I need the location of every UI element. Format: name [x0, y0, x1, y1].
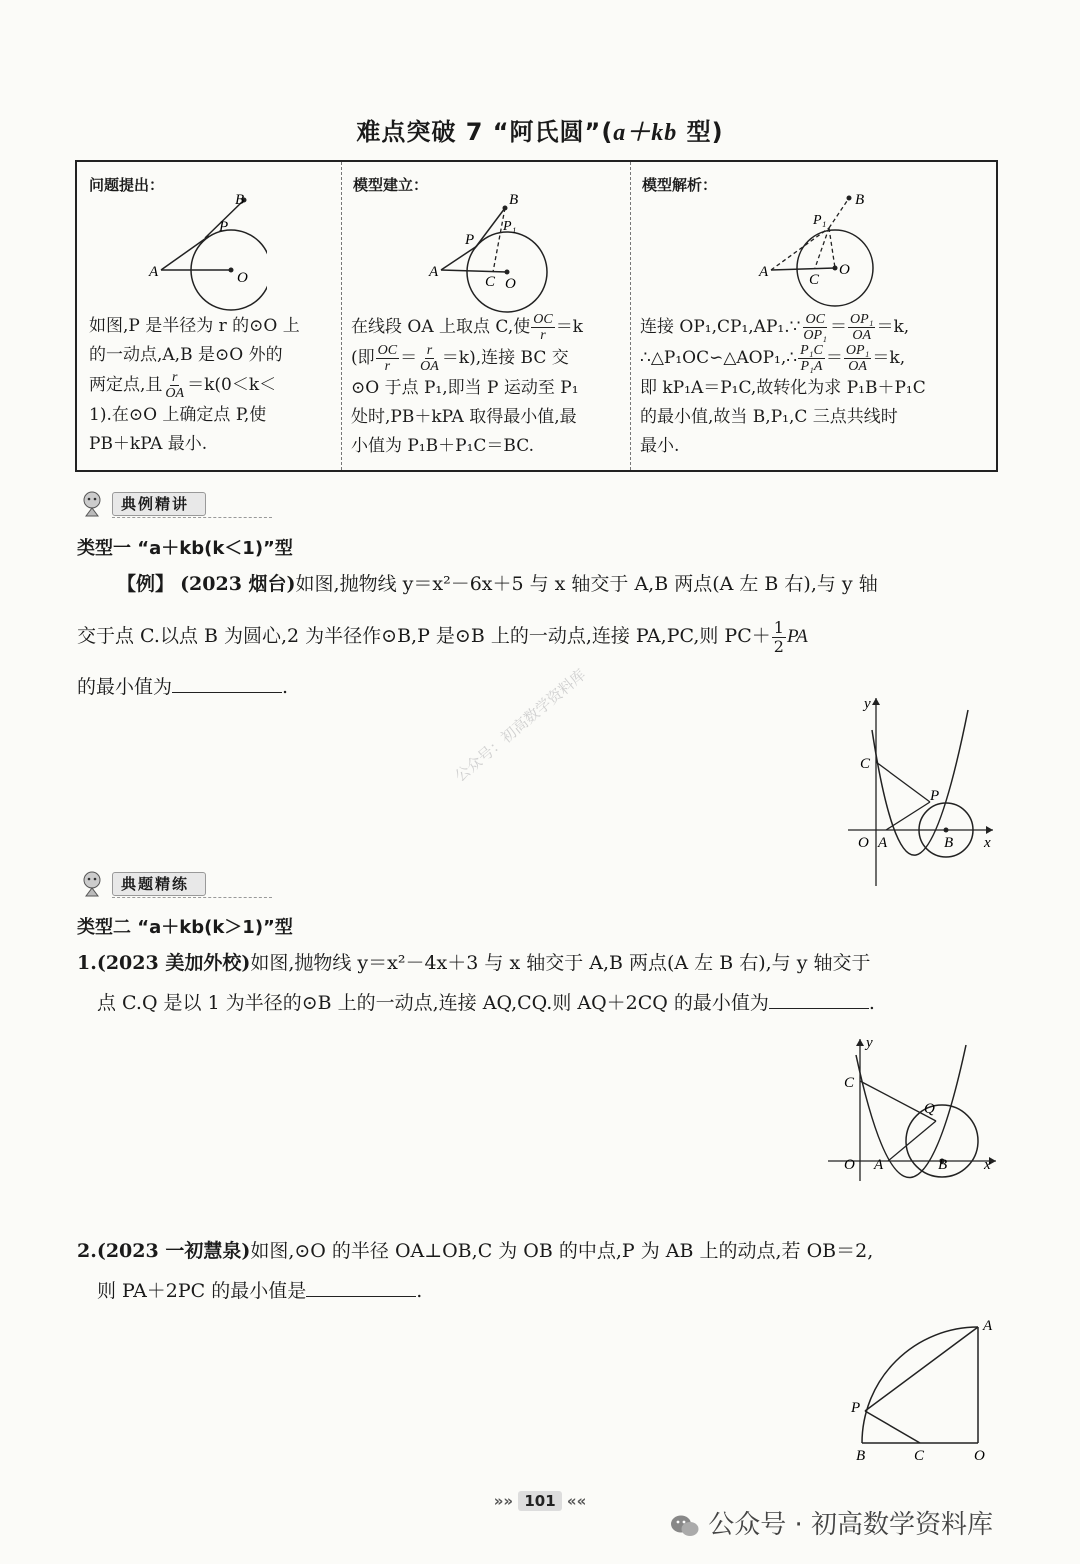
mascot-icon	[76, 488, 110, 518]
label-P1: P₁	[503, 219, 517, 234]
text-line	[89, 370, 337, 401]
wechat-icon	[670, 1513, 700, 1539]
question-number: 1.	[77, 952, 97, 974]
label-A: A	[983, 1318, 993, 1334]
figure-model	[427, 188, 557, 318]
text-span: ＝	[825, 348, 843, 368]
text-span: ＝k(0＜k＜	[187, 375, 277, 395]
label-B: B	[855, 192, 865, 208]
figure-q2-quarter-circle	[846, 1316, 996, 1466]
label-A: A	[759, 264, 769, 280]
text-span: 两定点,且	[89, 375, 163, 395]
text-span: 交于点 C.以点 B 为圆心,2 为半径作⊙B,P 是⊙B 上的一动点,连接 PA,PC,则 PC＋	[77, 625, 771, 647]
fraction-numerator: 1	[773, 617, 784, 637]
text-span: ＝k,	[872, 348, 906, 368]
section-banner-exercises	[76, 868, 276, 898]
fraction	[418, 343, 441, 374]
text-line: PB＋kPA 最小.	[89, 434, 208, 454]
arrows-right: ««	[566, 1492, 587, 1510]
fraction-numerator: r	[426, 343, 433, 358]
title-prefix: 难点突破 7 “阿氏圆”(	[356, 118, 614, 146]
text-span: PA	[786, 626, 808, 647]
label-C: C	[914, 1448, 925, 1464]
example-tag: 【例】	[117, 573, 175, 595]
text-line: 的最小值,故当 B,P₁,C 三点共线时	[640, 407, 898, 427]
text-line	[351, 343, 627, 374]
label-Q: Q	[924, 1101, 935, 1117]
title-suffix: 型)	[677, 118, 724, 146]
label-P: P	[219, 219, 229, 235]
text-line	[77, 1231, 1002, 1271]
section-label: 典例精讲	[112, 492, 206, 516]
question-1	[77, 943, 1002, 1023]
label-P1: P₁	[813, 213, 827, 228]
text-line	[640, 312, 996, 343]
example-source: (2023 烟台)	[180, 573, 296, 595]
label-B: B	[938, 1157, 948, 1173]
text-span: .	[416, 1280, 423, 1302]
label-A: A	[429, 264, 439, 280]
mascot-icon	[76, 868, 110, 898]
text-span: .	[282, 676, 289, 698]
label-B: B	[235, 192, 245, 208]
label-B: B	[509, 192, 519, 208]
label-P: P	[851, 1400, 861, 1416]
text-span: ∴△P₁OC∽△AOP₁,∴	[640, 348, 798, 368]
fraction-numerator: OP₁	[849, 312, 874, 327]
text-span: ＝k),连接 BC 交	[441, 348, 569, 368]
label-P: P	[465, 232, 475, 248]
fraction-denominator: 2	[773, 636, 784, 656]
answer-blank[interactable]	[769, 988, 869, 1009]
axis-label-x: x	[984, 1157, 991, 1173]
label-P: P	[930, 788, 940, 804]
answer-blank[interactable]	[306, 1276, 416, 1297]
figure-problem	[147, 188, 267, 318]
text-span: 如图,抛物线 y＝x²－6x＋5 与 x 轴交于 A,B 两点(A 左 B 右),与 y 轴	[295, 573, 878, 595]
text-span: 点 C.Q 是以 1 为半径的⊙B 上的一动点,连接 AQ,CQ.则 AQ＋2CQ 的最小值为	[97, 992, 769, 1014]
text-span: 如图,抛物线 y＝x²－4x＋3 与 x 轴交于 A,B 两点(A 左 B 右),与 y 轴交于	[250, 952, 871, 974]
fraction	[844, 343, 872, 374]
fraction	[531, 312, 554, 343]
label-C: C	[809, 272, 820, 288]
page-number	[470, 1492, 610, 1510]
divider	[112, 517, 272, 518]
faint-watermark: 公众号：初高数学资料库	[451, 665, 590, 786]
fraction	[772, 619, 786, 656]
fraction	[798, 343, 825, 374]
text-line	[77, 564, 1002, 604]
page-number-value: 101	[518, 1491, 561, 1511]
model-box	[75, 160, 998, 472]
fraction	[376, 343, 399, 374]
text-line	[77, 1271, 1002, 1311]
column-divider	[630, 162, 631, 470]
fraction-denominator: OA	[165, 386, 185, 401]
text-span: 的最小值为	[77, 676, 173, 698]
text-span: 如图,⊙O 的半径 OA⊥OB,C 为 OB 的中点,P 为 AB 上的动点,若 OB＝2,	[250, 1240, 874, 1262]
label-A: A	[149, 264, 159, 280]
fraction-numerator: OC	[377, 343, 398, 358]
fraction-numerator: P₁C	[800, 343, 823, 358]
text-span: ＝k	[555, 317, 583, 337]
text-span: ＝	[400, 348, 418, 368]
text-span: 则 PA＋2PC 的最小值是	[97, 1280, 307, 1302]
figure-analysis	[755, 188, 885, 308]
fraction-denominator: OA	[852, 328, 872, 343]
text-line	[640, 343, 996, 374]
text-span: 连接 OP₁,CP₁,AP₁.∵	[640, 317, 801, 337]
text-line: 1).在⊙O 上确定点 P,使	[89, 405, 267, 425]
section-label: 典题精练	[112, 872, 206, 896]
text-span: ＝k,	[876, 317, 910, 337]
fraction-denominator: OP₁	[803, 328, 827, 343]
type1-heading: 类型一 “a＋kb(k＜1)”型	[77, 538, 293, 559]
example-block	[77, 564, 1002, 707]
text-line	[77, 616, 1002, 657]
text-line	[77, 983, 1002, 1023]
text-span: 在线段 OA 上取点 C,使	[351, 317, 531, 337]
axis-label-x: x	[984, 835, 991, 851]
column-divider	[341, 162, 342, 470]
fraction	[848, 312, 876, 343]
col1-text	[89, 312, 337, 459]
text-line: 即 kP₁A＝P₁C,故转化为求 P₁B＋P₁C	[640, 378, 926, 398]
text-span: (即	[351, 348, 375, 368]
section-banner-examples	[76, 488, 276, 518]
axis-label-y: y	[866, 1035, 873, 1051]
question-number: 2.	[77, 1240, 97, 1262]
text-line: 如图,P 是半径为 r 的⊙O 上	[89, 316, 300, 336]
question-source: (2023 一初慧泉)	[96, 1240, 251, 1262]
fraction-numerator: OC	[533, 312, 553, 327]
fraction-denominator: OA	[420, 359, 439, 374]
label-A: A	[878, 835, 888, 851]
axis-label-y: y	[864, 696, 871, 712]
fraction-numerator: OC	[805, 312, 825, 327]
fraction-denominator: r	[384, 359, 391, 374]
answer-blank[interactable]	[172, 672, 282, 693]
type2-heading: 类型二 “a＋kb(k＞1)”型	[77, 917, 293, 938]
question-2	[77, 1231, 1002, 1311]
watermark-text: 公众号 · 初高数学资料库	[708, 1510, 994, 1540]
text-line: 处时,PB＋kPA 取得最小值,最	[351, 407, 577, 427]
text-span: .	[868, 992, 875, 1014]
col1-heading: 问题提出：	[89, 176, 165, 194]
col2-text	[351, 312, 627, 461]
col3-heading: 模型解析：	[642, 176, 718, 194]
label-C: C	[485, 274, 496, 290]
label-B: B	[856, 1448, 866, 1464]
label-O: O	[839, 262, 850, 278]
divider	[112, 897, 272, 898]
label-A: A	[874, 1157, 884, 1173]
label-C: C	[860, 756, 871, 772]
fraction-numerator: OP₁	[845, 343, 870, 358]
label-O: O	[844, 1157, 855, 1173]
label-B: B	[944, 835, 954, 851]
text-line	[351, 312, 627, 343]
text-line: 的一动点,A,B 是⊙O 外的	[89, 345, 283, 365]
text-line: 小值为 P₁B＋P₁C＝BC.	[351, 436, 535, 456]
fraction-denominator: OA	[848, 359, 867, 374]
label-O: O	[237, 270, 248, 286]
label-O: O	[505, 276, 516, 292]
fraction-denominator: r	[540, 328, 546, 343]
title-expr: a＋kb	[613, 120, 678, 146]
figure-q1-parabola	[826, 1035, 998, 1183]
figure-example-parabola	[838, 690, 998, 890]
fraction	[163, 370, 186, 401]
fraction-denominator: P₁A	[800, 359, 823, 374]
fraction-numerator: r	[172, 370, 178, 385]
text-span: ＝	[829, 317, 847, 337]
label-O: O	[974, 1448, 985, 1464]
page-title	[0, 112, 1080, 147]
text-line: ⊙O 于点 P₁,即当 P 运动至 P₁	[351, 378, 579, 398]
fraction	[801, 312, 829, 343]
label-O: O	[858, 835, 869, 851]
watermark	[670, 1504, 993, 1541]
question-source: (2023 美加外校)	[96, 952, 251, 974]
text-line: 最小.	[640, 436, 680, 456]
label-C: C	[844, 1075, 855, 1091]
col3-text	[640, 312, 996, 461]
arrows-left: »»	[493, 1492, 514, 1510]
col2-heading: 模型建立：	[353, 176, 429, 194]
text-line	[77, 943, 1002, 983]
